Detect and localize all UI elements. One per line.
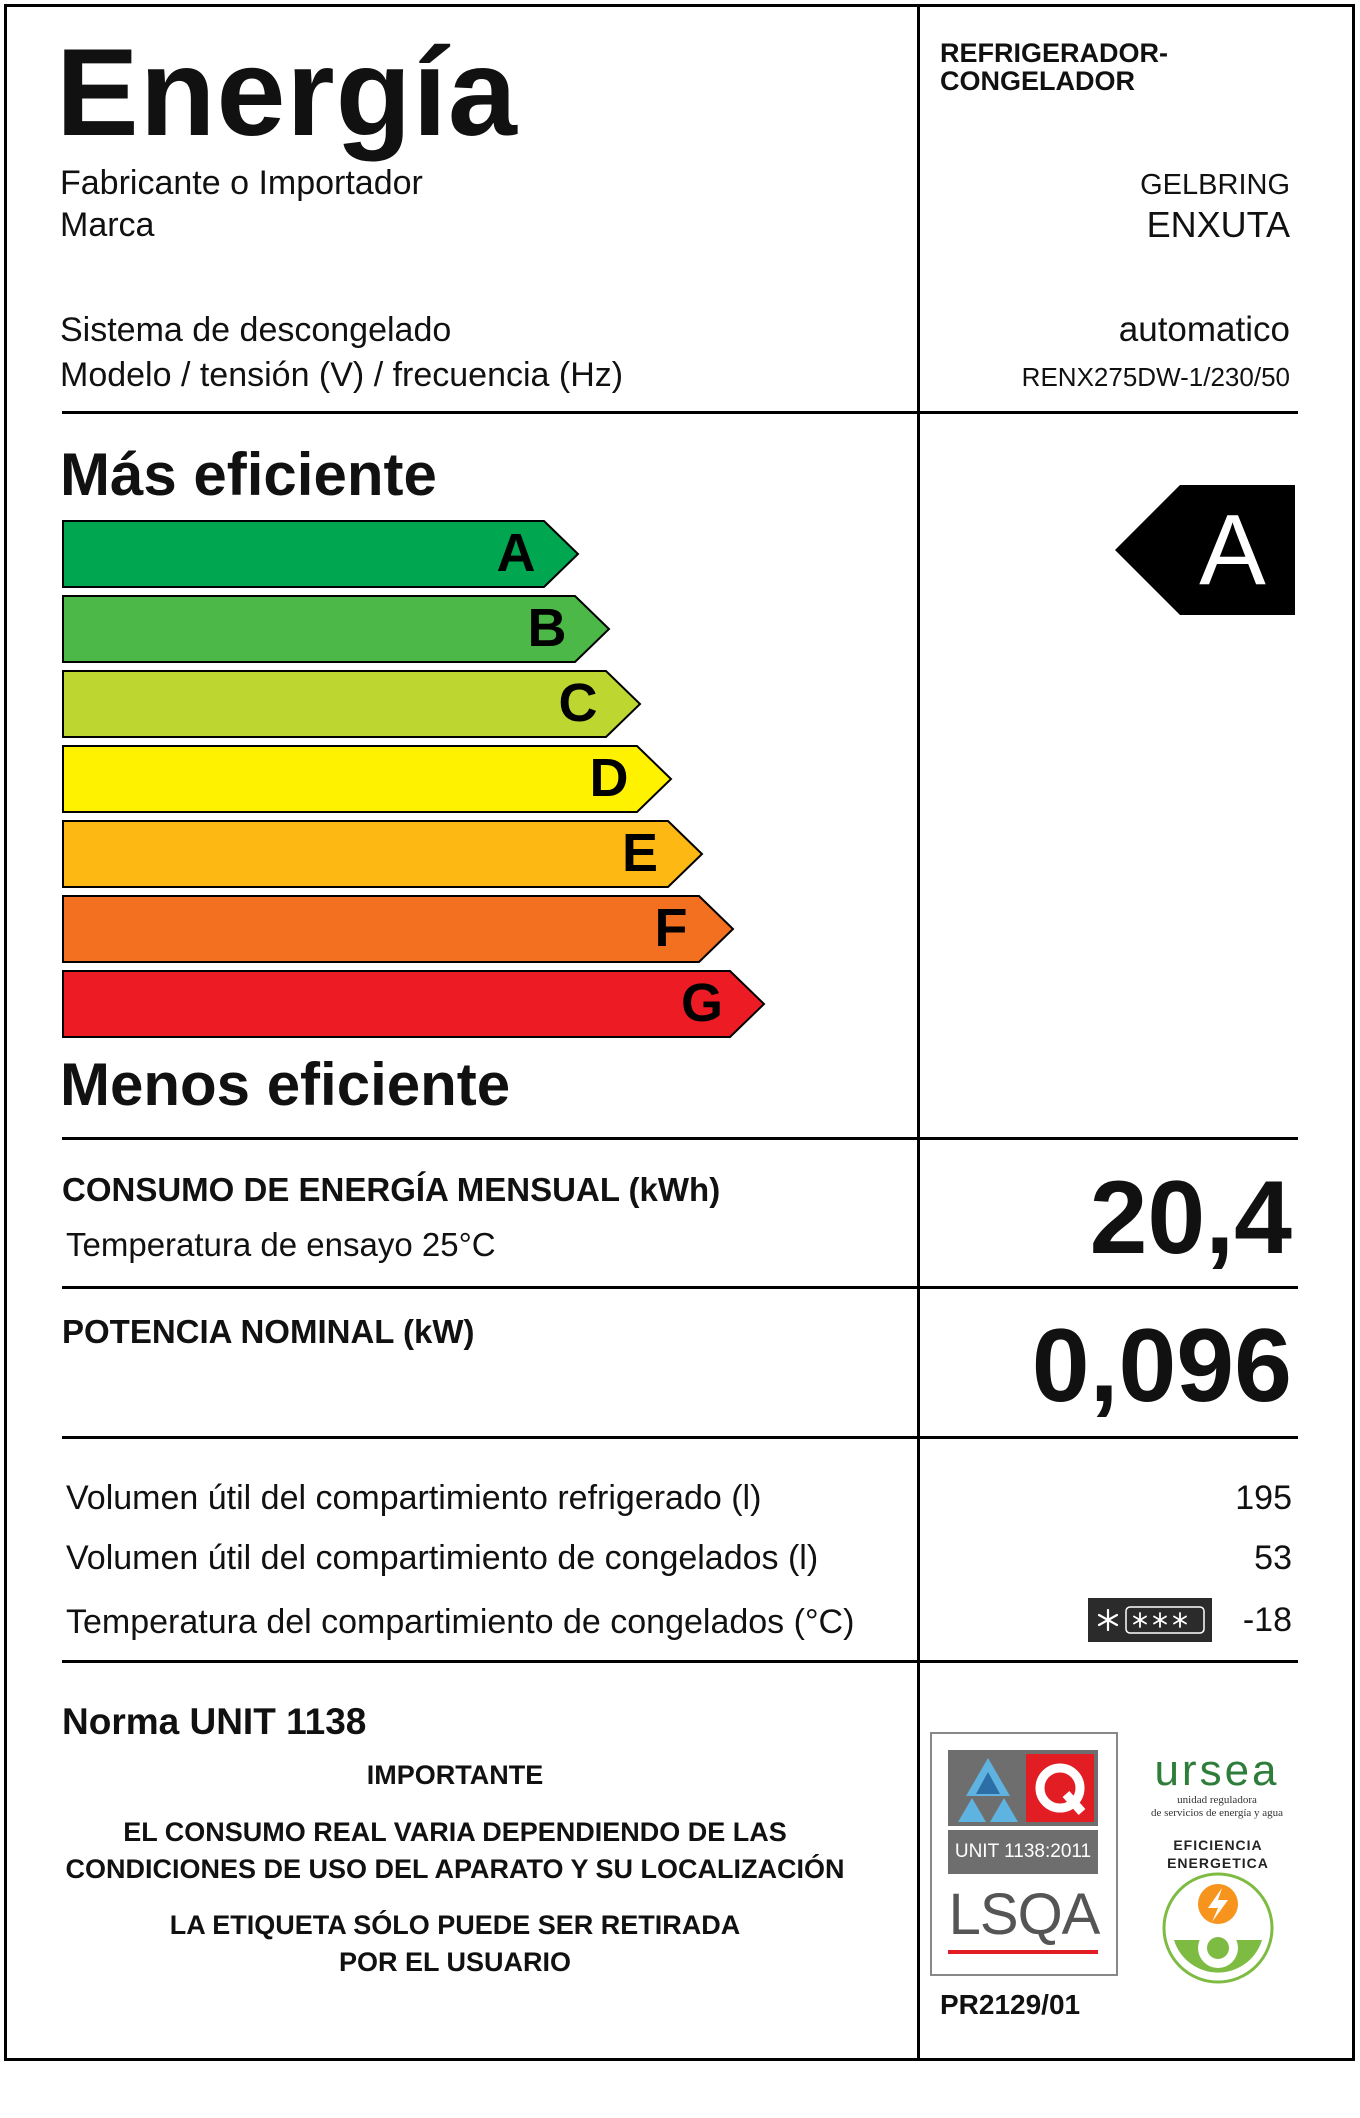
consumption-label: CONSUMO DE ENERGÍA MENSUAL (kWh) <box>62 1171 721 1208</box>
power-label: POTENCIA NOMINAL (kW) <box>62 1313 475 1350</box>
manufacturer-value: GELBRING <box>1140 169 1290 201</box>
divider-volumes <box>62 1660 1298 1663</box>
rating-letter: A <box>1199 494 1266 606</box>
efficiency-bar-c <box>62 670 640 736</box>
defrost-value: automatico <box>1118 310 1290 349</box>
cert-unit-text: UNIT 1138:2011 <box>948 1830 1098 1874</box>
efficiency-bar-letter: B <box>527 598 567 658</box>
norm-label: Norma UNIT 1138 <box>62 1701 367 1742</box>
cert-code: PR2129/01 <box>940 1989 1081 2020</box>
efficiency-bar-a <box>62 520 578 586</box>
fridge-volume-label: Volumen útil del compartimiento refrigerado (l) <box>66 1479 762 1517</box>
model-value: RENX275DW-1/230/50 <box>1021 362 1290 392</box>
efficiency-bar-letter: D <box>589 748 629 808</box>
aq-logo <box>948 1750 1098 1826</box>
rating-arrow <box>1115 485 1295 615</box>
page-title: Energía <box>56 24 518 162</box>
lsqa-underline <box>948 1950 1098 1954</box>
category-line-2: CONGELADOR <box>940 66 1135 96</box>
divider-power <box>62 1436 1298 1439</box>
ursea-logo <box>1132 1748 1302 1822</box>
manufacturer-label: Fabricante o Importador <box>60 164 423 202</box>
consumption-sublabel: Temperatura de ensayo 25°C <box>66 1226 496 1263</box>
power-value: 0,096 <box>1031 1308 1292 1424</box>
model-label: Modelo / tensión (V) / frecuencia (Hz) <box>60 356 624 394</box>
efficiency-bar-f <box>62 895 733 961</box>
freezer-volume-label: Volumen útil del compartimiento de congelados (l) <box>66 1539 819 1577</box>
freezer-temp-label: Temperatura del compartimiento de congelados (°C) <box>66 1603 855 1641</box>
efficiency-bar-letter: G <box>680 973 723 1033</box>
ursea-subtitle-1: unidad reguladora <box>1177 1794 1257 1806</box>
seal-text: EFICIENCIA ENERGETICA <box>1167 1837 1269 1871</box>
notice-1-line-1: EL CONSUMO REAL VARIA DEPENDIENDO DE LAS <box>123 1817 787 1847</box>
efficiency-bar-b <box>62 595 609 661</box>
defrost-label: Sistema de descongelado <box>60 311 452 349</box>
brand-label: Marca <box>60 206 155 244</box>
divider-scale <box>62 1137 1298 1140</box>
category-line-1: REFRIGERADOR- <box>940 38 1168 68</box>
efficiency-bar-d <box>62 745 671 811</box>
lsqa-logo-text: LSQA <box>948 1882 1100 1947</box>
divider-header <box>62 411 1298 414</box>
freezer-temp-value: -18 <box>1242 1601 1292 1639</box>
efficiency-bar-letter: C <box>558 673 598 733</box>
fridge-volume-value: 195 <box>1235 1479 1292 1517</box>
efficiency-bar-e <box>62 820 702 886</box>
ursea-subtitle-2: de servicios de energía y agua <box>1150 1807 1284 1819</box>
notice-2-line-2: POR EL USUARIO <box>338 1947 572 1977</box>
freezer-volume-value: 53 <box>1254 1539 1292 1577</box>
efficiency-bar-letter: F <box>654 898 688 958</box>
scale-bottom-label: Menos eficiente <box>60 1051 511 1118</box>
lsqa-certification <box>930 1732 1118 1976</box>
brand-value: ENXUTA <box>1146 204 1290 245</box>
consumption-value: 20,4 <box>1089 1160 1292 1276</box>
notice-1-line-2: CONDICIONES DE USO DEL APARATO Y SU LOCALIZACIÓN <box>65 1854 845 1884</box>
efficiency-bar-letter: E <box>621 823 659 883</box>
scale-top-label: Más eficiente <box>60 441 437 508</box>
important-heading: IMPORTANTE <box>366 1760 544 1790</box>
notice-2-line-1: LA ETIQUETA SÓLO PUEDE SER RETIRADA <box>169 1910 741 1940</box>
efficiency-bar-letter: A <box>496 523 536 583</box>
energy-efficiency-seal <box>1130 1836 1306 2002</box>
ursea-brand: ursea <box>1154 1746 1280 1795</box>
efficiency-bar-g <box>62 970 764 1036</box>
divider-consumption <box>62 1286 1298 1289</box>
